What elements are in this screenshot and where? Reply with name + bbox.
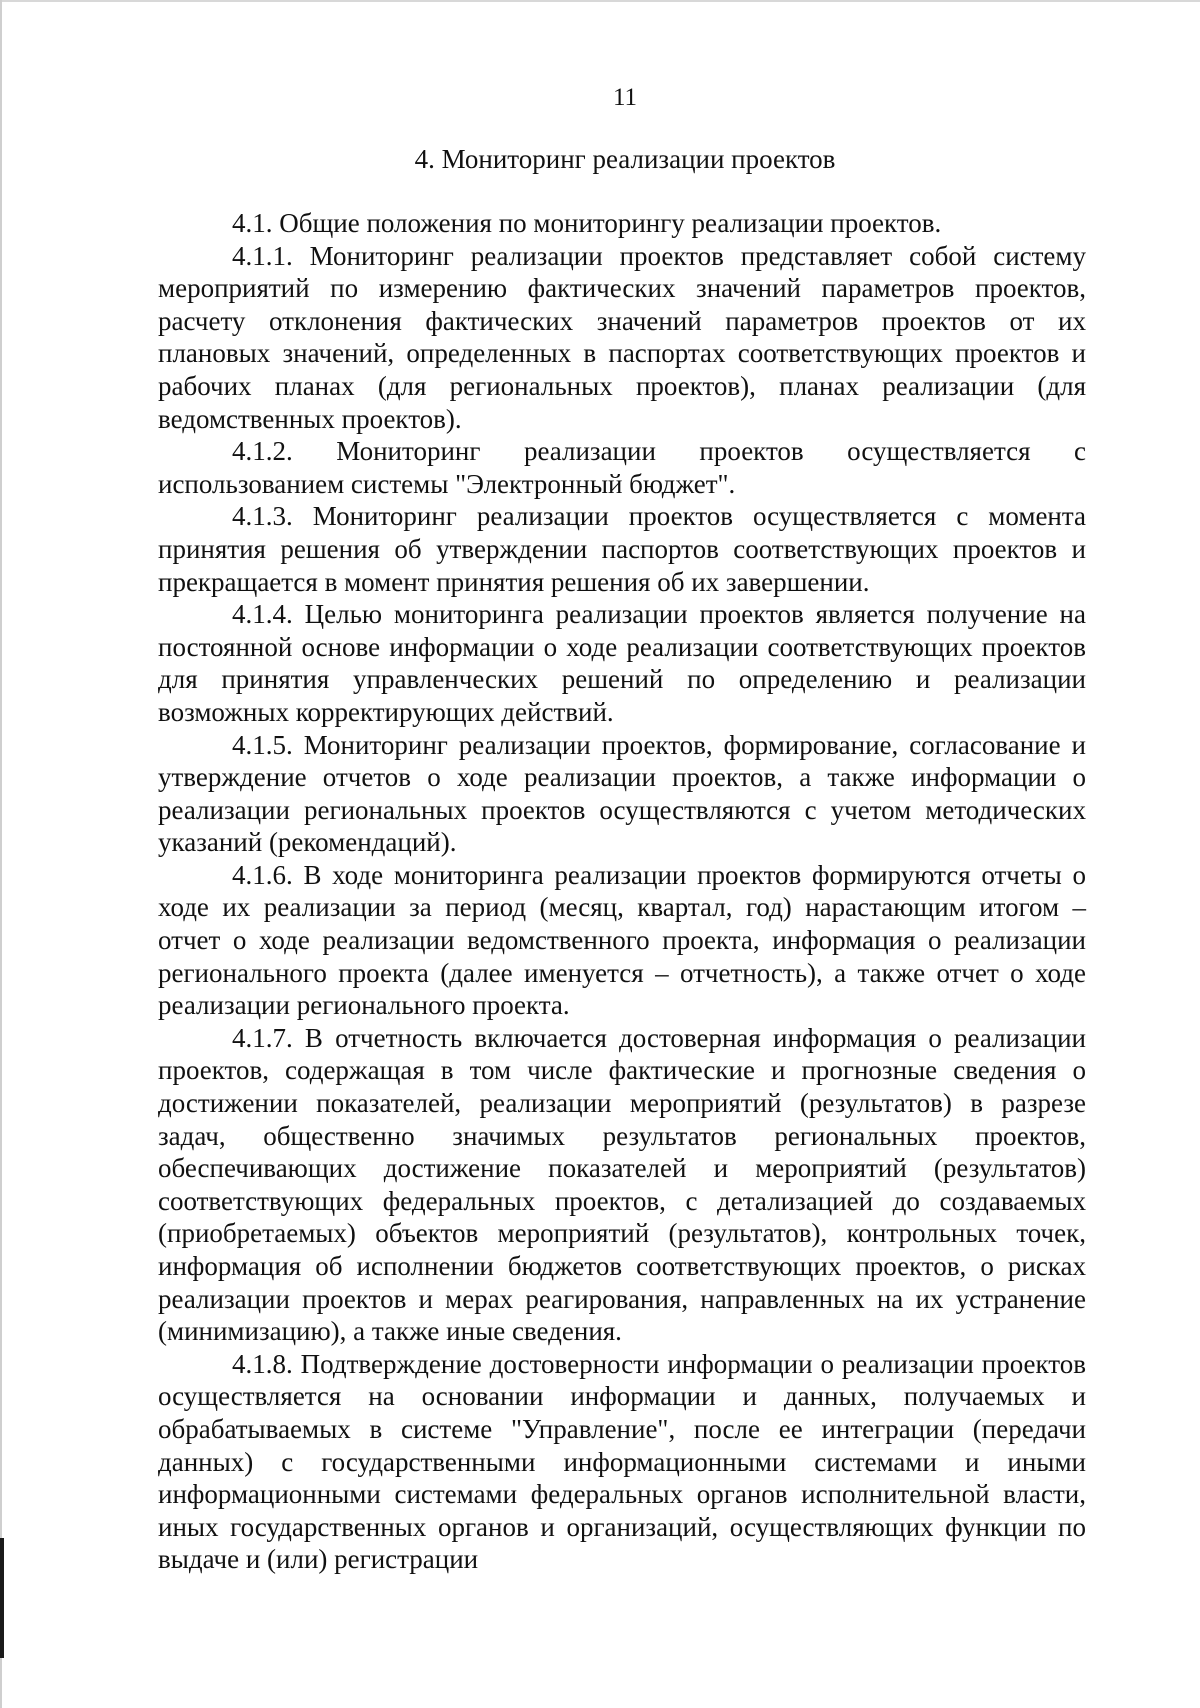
paragraph-4-1-8: 4.1.8. Подтверждение достоверности информации о реализации проектов осуществляется на основании информации и данных, получаемых и обрабатываемых в системе "Управление", после ее интеграции (передачи данных) с государственными информационными системами и иными информационными системами федеральных органов исполнительной власти, иных государственных органов и организаций, осуществляющих функции по выдаче и (или) регистрации [158, 1348, 1086, 1575]
paragraph-4-1-6: 4.1.6. В ходе мониторинга реализации проектов формируются отчеты о ходе их реализации за период (месяц, квартал, год) нарастающим итогом – отчет о ходе реализации ведомственного проекта, информация о реализации регионального проекта (далее именуется – отчетность), а также отчет о ходе реализации регионального проекта. [158, 859, 1086, 1021]
section-title: 4. Мониторинг реализации проектов [414, 144, 836, 174]
paragraph-4-1-2: 4.1.2. Мониторинг реализации проектов осуществляется с использованием системы "Электронный бюджет". [158, 436, 1086, 499]
paragraph-4-1-7: 4.1.7. В отчетность включается достоверная информация о реализации проектов, содержащая в том числе фактические и прогнозные сведения о достижении показателей, реализации мероприятий (результатов) в разрезе задач, общественно значимых результатов региональных проектов, обеспечивающих достижение показателей и мероприятий (результатов) соответствующих федеральных проектов, с детализацией до создаваемых (приобретаемых) объектов мероприятий (результатов), контрольных точек, информация об исполнении бюджетов соответствующих проектов, о рисках реализации проектов и мерах реагирования, направленных на их устранение (минимизацию), а также иные сведения. [158, 1022, 1086, 1347]
scan-margin-mark [0, 1538, 4, 1658]
scan-edge-top [0, 0, 1200, 2]
paragraph-4-1-1: 4.1.1. Мониторинг реализации проектов представляет собой систему мероприятий по измерению фактических значений параметров проектов, расчету отклонения фактических значений параметров проектов от их плановых значений, определенных в паспортах соответствующих проектов и рабочих планах (для региональных проектов), планах реализации (для ведомственных проектов). [158, 240, 1086, 434]
paragraph-4-1: 4.1. Общие положения по мониторингу реализации проектов. [232, 208, 942, 238]
document-body [158, 207, 1086, 1576]
page-number: 11 [612, 84, 638, 111]
paragraph-4-1-3: 4.1.3. Мониторинг реализации проектов осуществляется с момента принятия решения об утверждении паспортов соответствующих проектов и прекращается в момент принятия решения об их завершении. [158, 501, 1086, 597]
paragraph-4-1-5: 4.1.5. Мониторинг реализации проектов, формирование, согласование и утверждение отчетов о ходе реализации проектов, а также информации о реализации региональных проектов осуществляются с учетом методических указаний (рекомендаций). [158, 729, 1086, 858]
paragraph-4-1-4: 4.1.4. Целью мониторинга реализации проектов является получение на постоянной основе информации о ходе реализации соответствующих проектов для принятия управленческих решений по определению и реализации возможных корректирующих действий. [158, 599, 1086, 727]
scan-edge-left [0, 0, 2, 1708]
